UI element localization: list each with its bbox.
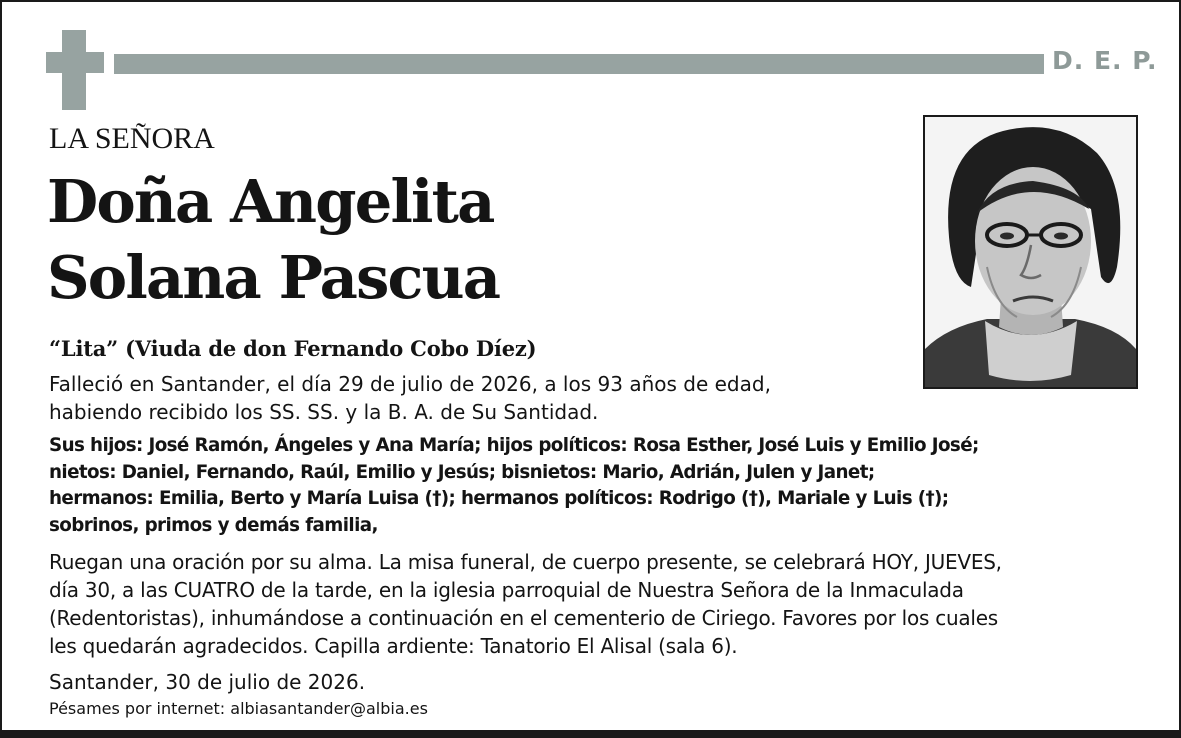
portrait-photo [923,115,1138,389]
deceased-alias: “Lita” (Viuda de don Fernando Cobo Díez) [49,336,537,361]
family-line: sobrinos, primos y demás familia, [49,514,378,536]
family-line: Sus hijos: José Ramón, Ángeles y Ana María; hijos políticos: Rosa Esther, José Luis y Emilio José; [49,435,979,456]
online-condolences: Pésames por internet: albiasantander@albia.es [49,699,428,718]
header-rule [114,54,1044,74]
mass-line: Ruegan una oración por su alma. La misa funeral, de cuerpo presente, se celebrará HOY, JUEVES, [49,550,1002,574]
place-date: Santander, 30 de julio de 2026. [49,670,366,694]
death-notice-line1: Falleció en Santander, el día 29 de julio de 2026, a los 93 años de edad, [49,372,771,396]
death-notice-line2: habiendo recibido los SS. SS. y la B. A. de Su Santidad. [49,400,599,424]
mass-line: (Redentoristas), inhumándose a continuación en el cementerio de Ciriego. Favores por los cuales [49,606,998,630]
cross-horizontal-bar [46,52,104,73]
portrait-illustration [925,117,1136,387]
latin-cross-icon [46,30,104,110]
deceased-name-line1: Doña Angelita [47,167,494,236]
mass-line: día 30, a las CUATRO de la tarde, en la iglesia parroquial de Nuestra Señora de la Inmaculada [49,578,964,602]
dep-label: D. E. P. [1052,46,1158,75]
family-list [49,433,979,539]
deceased-name [47,164,499,316]
funeral-mass-info [49,548,1002,660]
death-notice [49,370,771,426]
family-line: nietos: Daniel, Fernando, Raúl, Emilio y Jesús; bisnietos: Mario, Adrián, Julen y Janet; [49,461,875,483]
mass-line: les quedarán agradecidos. Capilla ardiente: Tanatorio El Alisal (sala 6). [49,634,738,658]
honorific-title: LA SEÑORA [49,122,215,155]
deceased-name-line2: Solana Pascua [47,243,500,312]
family-line: hermanos: Emilia, Berto y María Luisa (†); hermanos políticos: Rodrigo (†), Mariale y Luis (†); [49,488,949,509]
